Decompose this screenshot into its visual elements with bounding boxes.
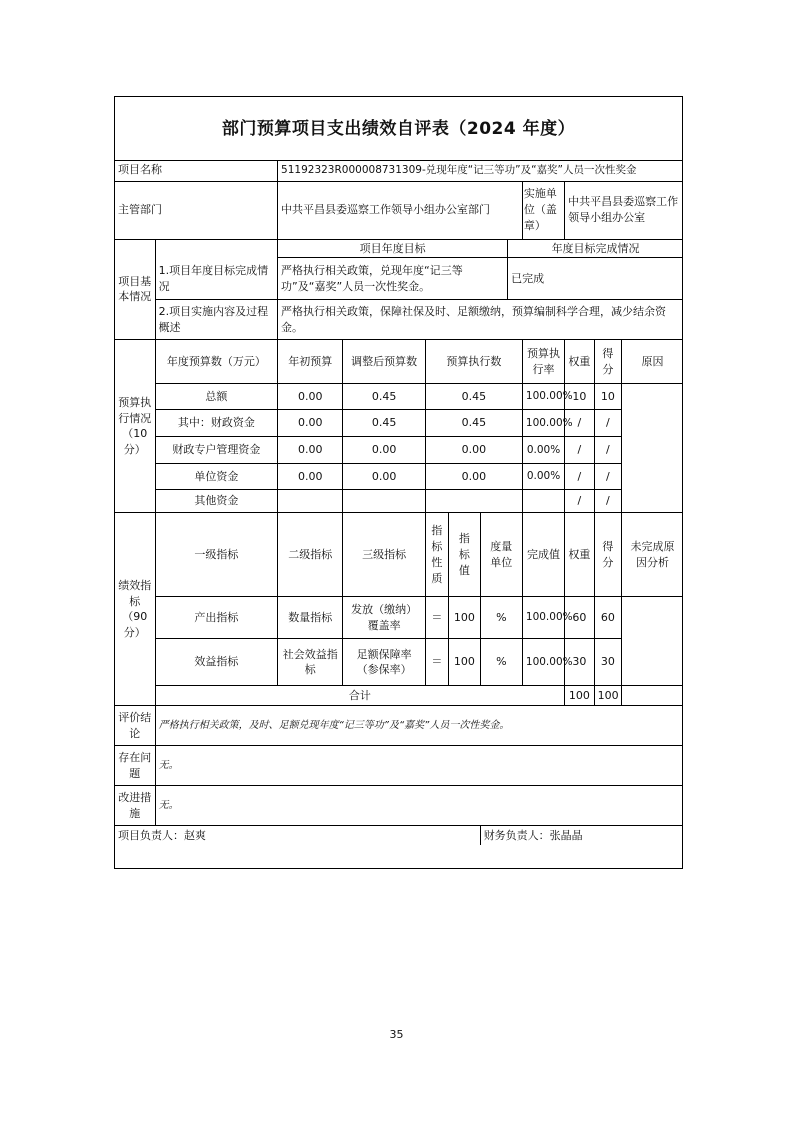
budget-header-reason: 原因 <box>622 340 683 384</box>
budget-header-score: 得分 <box>594 340 621 384</box>
budget-row-executed: 0.45 <box>425 410 522 437</box>
perf-header-unit: 度量单位 <box>480 513 522 597</box>
budget-row-name: 其中：财政资金 <box>155 410 277 437</box>
budget-row-initial: 0.00 <box>278 410 343 437</box>
done-header: 年度目标完成情况 <box>508 239 683 258</box>
budget-header-weight: 权重 <box>565 340 595 384</box>
budget-row-name: 总额 <box>155 384 277 410</box>
impl-unit-value: 中共平昌县委巡察工作领导小组办公室 <box>565 181 683 239</box>
perf-row-unit: % <box>480 639 522 686</box>
perf-group-label: 绩效指标（90分） <box>115 513 155 706</box>
perf-row-done: 100.00% <box>522 597 564 639</box>
budget-row-initial: 0.00 <box>278 437 343 464</box>
budget-row-name: 单位资金 <box>155 464 277 490</box>
total-score: 100 <box>594 686 621 706</box>
project-leader: 项目负责人：赵爽 <box>115 826 480 845</box>
budget-row-adjusted <box>343 490 425 513</box>
project-name-value: 51192323R000008731309-兑现年度“记三等功”及“嘉奖”人员一次性奖金 <box>278 160 683 181</box>
budget-row-score: / <box>594 464 621 490</box>
basic-row1-done: 已完成 <box>508 258 683 300</box>
budget-row-initial: 0.00 <box>278 384 343 410</box>
form-title: 部门预算项目支出绩效自评表（2024 年度） <box>115 97 682 161</box>
perf-row-nature: ＝ <box>425 597 448 639</box>
conclusion-text: 严格执行相关政策，及时、足额兑现年度“记三等功”及“嘉奖”人员一次性奖金。 <box>155 706 683 746</box>
issues-text: 无。 <box>155 746 683 786</box>
budget-row-weight: 10 <box>565 384 595 410</box>
budget-row-weight: / <box>565 490 595 513</box>
budget-row-score: 10 <box>594 384 621 410</box>
project-name-label: 项目名称 <box>115 160 278 181</box>
perf-row-unit: % <box>480 597 522 639</box>
budget-row-weight: / <box>565 410 595 437</box>
perf-row-weight: 60 <box>565 597 595 639</box>
budget-row-adjusted: 0.00 <box>343 437 425 464</box>
basic-row1-goal: 严格执行相关政策，兑现年度“记三等功”及“嘉奖”人员一次性奖金。 <box>278 258 508 300</box>
budget-row-weight: / <box>565 437 595 464</box>
form-table <box>115 160 683 845</box>
perf-header-reason: 未完成原因分析 <box>622 513 683 597</box>
perf-row-done: 100.00% <box>522 639 564 686</box>
dept-value: 中共平昌县委巡察工作领导小组办公室部门 <box>278 181 523 239</box>
budget-row-name: 其他资金 <box>155 490 277 513</box>
perf-row-weight: 30 <box>565 639 595 686</box>
budget-row-score: / <box>594 490 621 513</box>
fix-label: 改进措施 <box>115 786 155 826</box>
budget-header-name: 年度预算数（万元） <box>155 340 277 384</box>
perf-header-value: 指标值 <box>449 513 481 597</box>
budget-row-weight: / <box>565 464 595 490</box>
budget-row-initial <box>278 490 343 513</box>
budget-row-adjusted: 0.00 <box>343 464 425 490</box>
perf-row-lvl2: 社会效益指标 <box>278 639 343 686</box>
basic-group-label: 项目基本情况 <box>115 239 155 340</box>
budget-row-executed: 0.00 <box>425 437 522 464</box>
total-blank <box>622 686 683 706</box>
budget-row-rate: 100.00% <box>522 384 564 410</box>
budget-row-rate: 100.00% <box>522 410 564 437</box>
perf-header-score: 得分 <box>594 513 621 597</box>
basic-row1-label: 1.项目年度目标完成情况 <box>155 258 277 300</box>
dept-label: 主管部门 <box>115 181 278 239</box>
conclusion-label: 评价结论 <box>115 706 155 746</box>
budget-row-rate <box>522 490 564 513</box>
perf-reason-cell <box>622 597 683 686</box>
perf-header-done: 完成值 <box>522 513 564 597</box>
budget-group-label: 预算执行情况（10分） <box>115 340 155 513</box>
perf-header-weight: 权重 <box>565 513 595 597</box>
budget-header-initial: 年初预算 <box>278 340 343 384</box>
total-label: 合计 <box>155 686 565 706</box>
budget-row-score: / <box>594 410 621 437</box>
budget-header-adjusted: 调整后预算数 <box>343 340 425 384</box>
perf-row-lvl3: 发放（缴纳）覆盖率 <box>343 597 425 639</box>
budget-reason-cell <box>622 384 683 513</box>
budget-row-executed <box>425 490 522 513</box>
finance-leader: 财务负责人：张晶晶 <box>480 826 683 845</box>
budget-header-executed: 预算执行数 <box>425 340 522 384</box>
perf-row-value: 100 <box>449 639 481 686</box>
budget-row-rate: 0.00% <box>522 464 564 490</box>
perf-header-lvl2: 二级指标 <box>278 513 343 597</box>
basic-row2-text: 严格执行相关政策，保障社保及时、足额缴纳，预算编制科学合理，减少结余资金。 <box>278 300 683 340</box>
perf-row-nature: ＝ <box>425 639 448 686</box>
budget-row-score: / <box>594 437 621 464</box>
budget-row-adjusted: 0.45 <box>343 410 425 437</box>
page-number: 35 <box>389 1028 404 1041</box>
perf-row-lvl2: 数量指标 <box>278 597 343 639</box>
basic-row2-label: 2.项目实施内容及过程概述 <box>155 300 277 340</box>
perf-row-value: 100 <box>449 597 481 639</box>
budget-row-rate: 0.00% <box>522 437 564 464</box>
issues-label: 存在问题 <box>115 746 155 786</box>
perf-header-lvl3: 三级指标 <box>343 513 425 597</box>
budget-row-executed: 0.00 <box>425 464 522 490</box>
goal-header: 项目年度目标 <box>278 239 508 258</box>
evaluation-form <box>114 96 683 869</box>
perf-row-score: 30 <box>594 639 621 686</box>
impl-unit-label: 实施单位（盖章） <box>522 181 564 239</box>
total-weight: 100 <box>565 686 595 706</box>
perf-row-lvl1: 产出指标 <box>155 597 277 639</box>
perf-row-lvl1: 效益指标 <box>155 639 277 686</box>
perf-header-lvl1: 一级指标 <box>155 513 277 597</box>
budget-row-initial: 0.00 <box>278 464 343 490</box>
fix-text: 无。 <box>155 786 683 826</box>
perf-row-lvl3: 足额保障率（参保率） <box>343 639 425 686</box>
budget-row-executed: 0.45 <box>425 384 522 410</box>
perf-row-score: 60 <box>594 597 621 639</box>
budget-row-adjusted: 0.45 <box>343 384 425 410</box>
budget-row-name: 财政专户管理资金 <box>155 437 277 464</box>
perf-header-nature: 指标性质 <box>425 513 448 597</box>
budget-header-rate: 预算执行率 <box>522 340 564 384</box>
